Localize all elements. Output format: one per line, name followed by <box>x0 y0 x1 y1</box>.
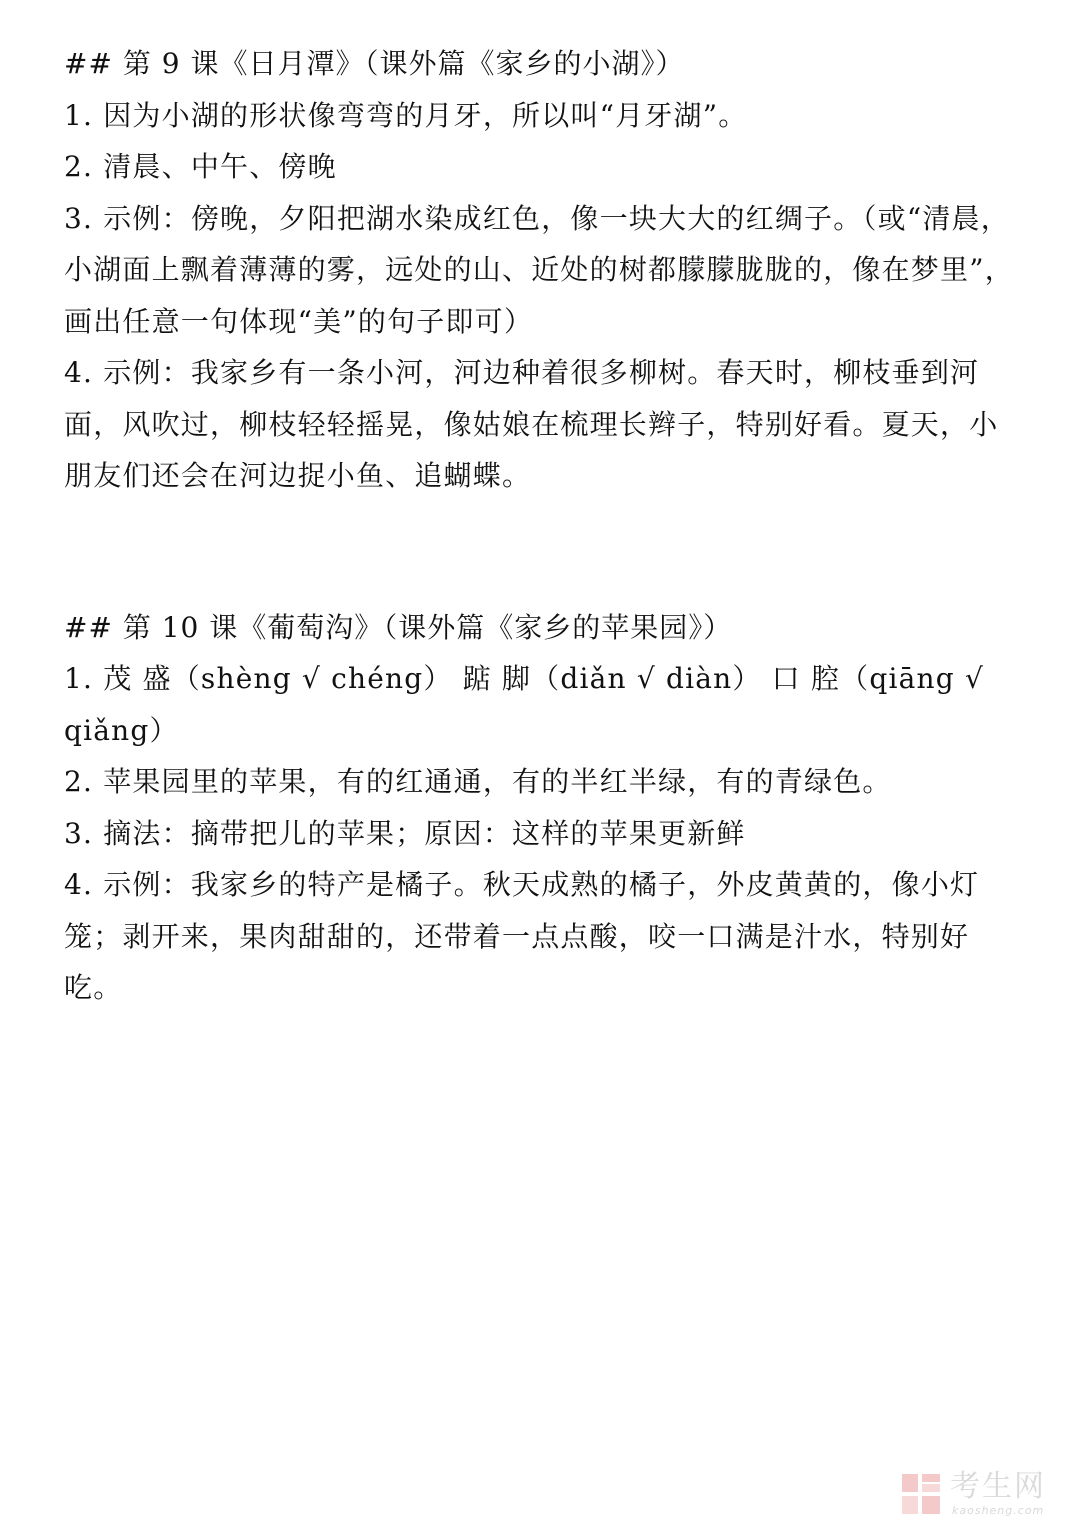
watermark-name: 考生网 <box>950 1469 1046 1504</box>
lesson-9-heading: ## 第 9 课《日月潭》（课外篇《家乡的小湖》） <box>64 47 685 80</box>
lesson-10-answer-2: 2. 苹果园里的苹果，有的红通通，有的半红半绿，有的青绿色。 <box>64 765 892 798</box>
lesson-10-answer-4: 4. 示例：我家乡的特产是橘子。秋天成熟的橘子，外皮黄黄的，像小灯笼；剥开来，果肉甜甜的，还带着一点点酸，咬一口满是汁水，特别好吃。 <box>64 868 980 1004</box>
lesson-9-answer-4: 4. 示例：我家乡有一条小河，河边种着很多柳树。春天时，柳枝垂到河面，风吹过，柳枝轻轻摇晃，像姑娘在梳理长辫子，特别好看。夏天，小朋友们还会在河边捉小鱼、追蝴蝶。 <box>64 356 999 492</box>
watermark-url: kaosheng.com <box>952 1504 1045 1517</box>
lesson-9-answer-1: 1. 因为小湖的形状像弯弯的月牙，所以叫“月牙湖”。 <box>64 98 748 132</box>
lesson-9-answer-3: 3. 示例：傍晚，夕阳把湖水染成红色，像一块大大的红绸子。（或“清晨，小湖面上飘着薄薄的雾，远处的山、近处的树都朦朦胧胧的，像在梦里”，画出任意一句体现“美”的句子即可） <box>64 201 1014 338</box>
lesson-10-answer-1: 1. 茂 盛（shèng √ chéng） 踮 脚（diǎn √ diàn） 口 腔（qiāng √ qiǎng） <box>64 662 985 747</box>
document-page <box>64 38 1026 1014</box>
lesson-9-section <box>64 38 1026 502</box>
watermark <box>900 1470 1070 1520</box>
kaosheng-logo-icon <box>900 1470 944 1518</box>
lesson-10-section <box>64 602 1026 1014</box>
lesson-10-answer-3: 3. 摘法：摘带把儿的苹果；原因：这样的苹果更新鲜 <box>64 816 746 850</box>
lesson-10-heading: ## 第 10 课《葡萄沟》（课外篇《家乡的苹果园》） <box>64 610 733 644</box>
lesson-9-answer-2: 2. 清晨、中午、傍晚 <box>64 150 337 183</box>
